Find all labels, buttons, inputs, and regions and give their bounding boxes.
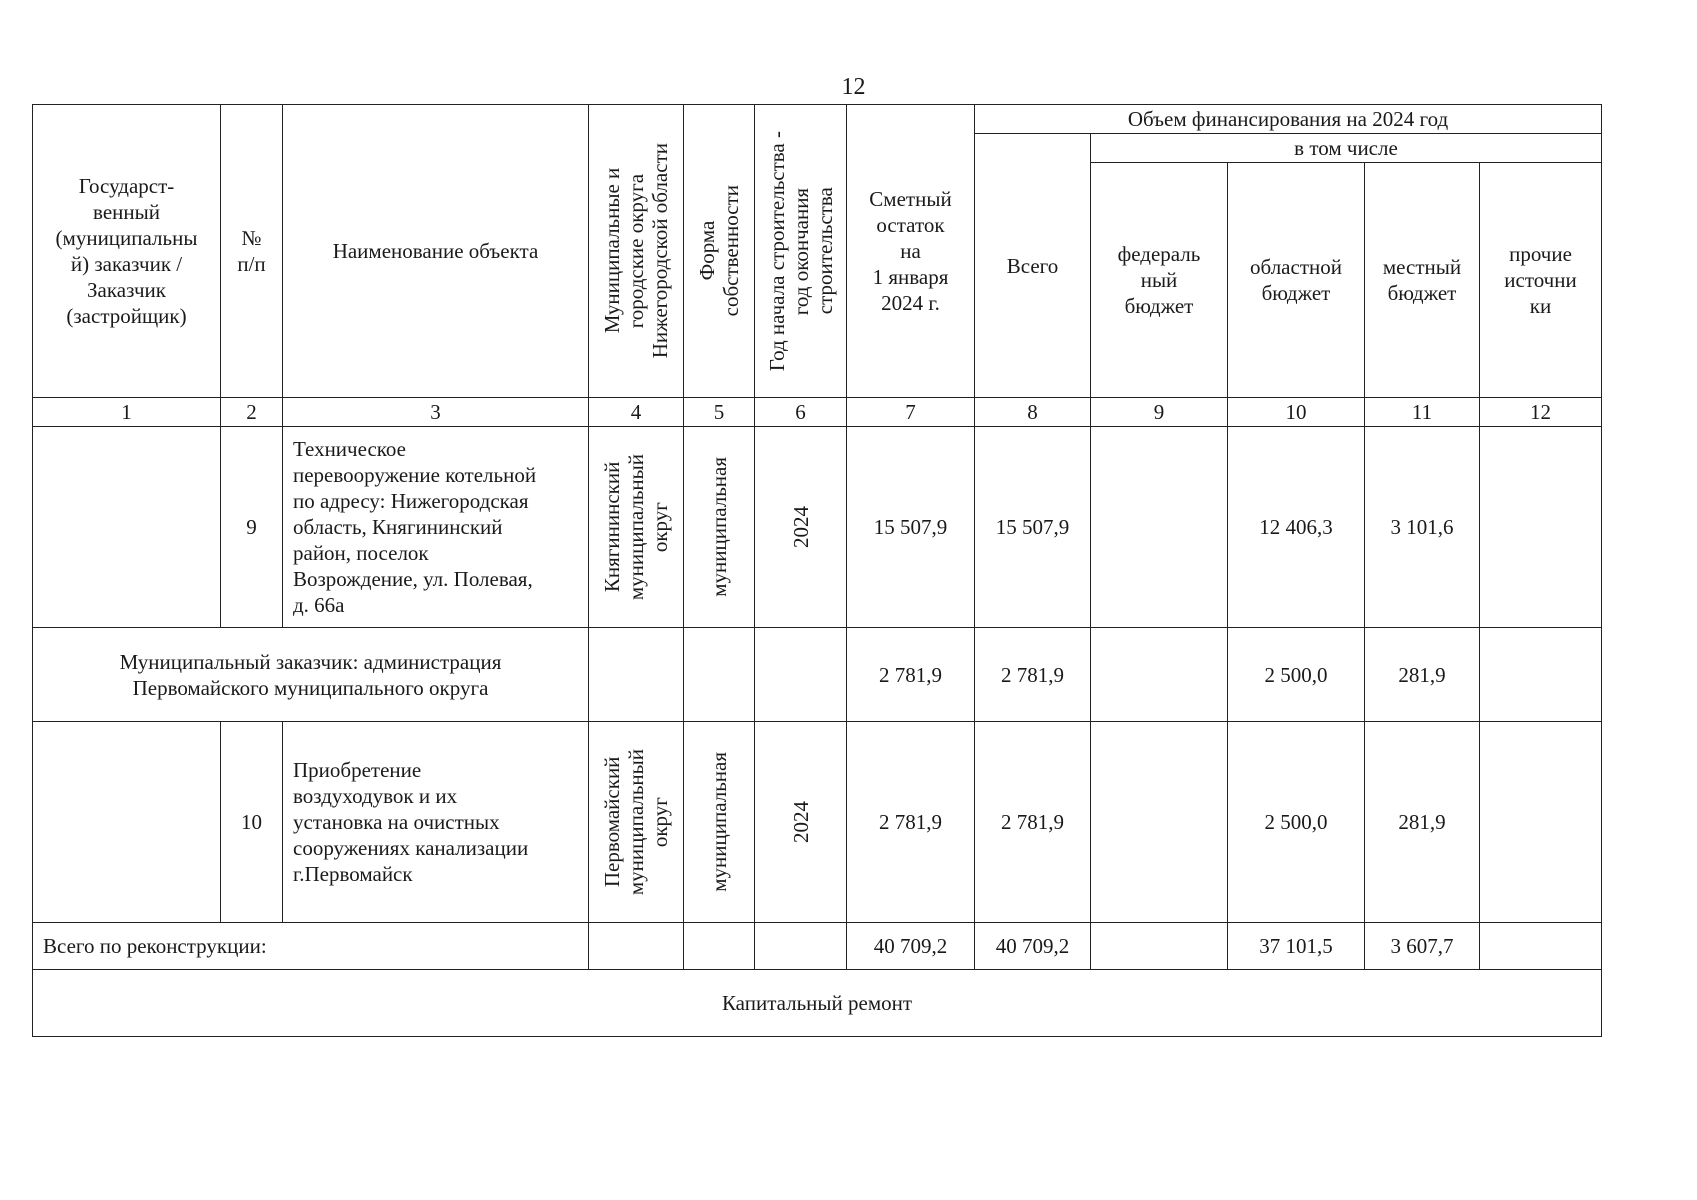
column-number-row <box>33 398 1602 427</box>
table-row-customer <box>33 628 1602 722</box>
cell-years-text: 2024 <box>788 801 813 843</box>
column-number: 12 <box>1480 398 1602 427</box>
header-total: Всего <box>975 134 1091 398</box>
column-number: 2 <box>221 398 283 427</box>
cell-total: 15 507,9 <box>975 427 1091 628</box>
header-number: № п/п <box>221 105 283 398</box>
cell-estimate: 15 507,9 <box>847 427 975 628</box>
cell-ownership <box>684 427 755 628</box>
cell-object-name: Техническое перевооружение котельной по адресу: Нижегородская область, Княгининский район, поселок Возрождение, ул. Полевая, д. 66а <box>283 427 589 628</box>
column-number: 4 <box>589 398 684 427</box>
cell-federal <box>1091 722 1228 923</box>
column-number: 9 <box>1091 398 1228 427</box>
cell-ownership <box>684 628 755 722</box>
column-number: 5 <box>684 398 755 427</box>
column-number: 10 <box>1228 398 1365 427</box>
header-local: местный бюджет <box>1365 163 1480 398</box>
column-number: 6 <box>755 398 847 427</box>
cell-regional: 37 101,5 <box>1228 923 1365 970</box>
table-row-object-10 <box>33 722 1602 923</box>
section-title: Капитальный ремонт <box>33 970 1602 1037</box>
cell-years <box>755 427 847 628</box>
cell-municipality <box>589 923 684 970</box>
table-row-object-9 <box>33 427 1602 628</box>
cell-other <box>1480 628 1602 722</box>
column-number: 8 <box>975 398 1091 427</box>
column-number: 1 <box>33 398 221 427</box>
cell-regional: 2 500,0 <box>1228 628 1365 722</box>
cell-municipality <box>589 722 684 923</box>
page-number: 12 <box>841 74 866 100</box>
header-ownership <box>684 105 755 398</box>
cell-regional: 2 500,0 <box>1228 722 1365 923</box>
cell-total: 40 709,2 <box>975 923 1091 970</box>
table-row-total <box>33 923 1602 970</box>
cell-federal <box>1091 628 1228 722</box>
header-including: в том числе <box>1091 134 1602 163</box>
cell-number: 10 <box>221 722 283 923</box>
header-estimate: Сметный остаток на 1 января 2024 г. <box>847 105 975 398</box>
cell-federal <box>1091 923 1228 970</box>
cell-other <box>1480 923 1602 970</box>
cell-ownership-text: муниципальная <box>707 457 731 597</box>
cell-years <box>755 923 847 970</box>
column-number: 3 <box>283 398 589 427</box>
cell-customer-label: Муниципальный заказчик: администрация Первомайского муниципального округа <box>33 628 589 722</box>
financing-table <box>32 104 1602 1037</box>
cell-estimate: 2 781,9 <box>847 722 975 923</box>
column-number: 7 <box>847 398 975 427</box>
table-row-section <box>33 970 1602 1037</box>
cell-municipality <box>589 628 684 722</box>
header-municipality <box>589 105 684 398</box>
header-customer: Государст- венный (муниципальны й) заказчик / Заказчик (застройщик) <box>33 105 221 398</box>
cell-years-text: 2024 <box>788 506 813 548</box>
header-municipality-text: Муниципальные и городские округа Нижегородской области <box>600 143 672 359</box>
cell-total-label: Всего по реконструкции: <box>33 923 589 970</box>
column-number: 11 <box>1365 398 1480 427</box>
header-regional: областной бюджет <box>1228 163 1365 398</box>
cell-ownership <box>684 722 755 923</box>
header-years <box>755 105 847 398</box>
cell-municipality-text: Первомайский муниципальный округ <box>600 748 672 896</box>
cell-local: 3 607,7 <box>1365 923 1480 970</box>
cell-federal <box>1091 427 1228 628</box>
cell-total: 2 781,9 <box>975 628 1091 722</box>
cell-other <box>1480 722 1602 923</box>
cell-local: 3 101,6 <box>1365 427 1480 628</box>
header-object-name: Наименование объекта <box>283 105 589 398</box>
cell-municipality <box>589 427 684 628</box>
header-years-text: Год начала строительства - год окончания строительства <box>764 130 837 372</box>
cell-years <box>755 722 847 923</box>
cell-municipality-text: Княгининский муниципальный округ <box>600 453 672 601</box>
header-ownership-text: Форма собственности <box>695 185 743 317</box>
header-funding-group: Объем финансирования на 2024 год <box>975 105 1602 134</box>
header-row-top <box>33 105 1602 134</box>
header-other: прочие источни ки <box>1480 163 1602 398</box>
cell-local: 281,9 <box>1365 722 1480 923</box>
cell-years <box>755 628 847 722</box>
cell-customer <box>33 722 221 923</box>
cell-ownership-text: муниципальная <box>707 752 731 892</box>
cell-number: 9 <box>221 427 283 628</box>
cell-customer <box>33 427 221 628</box>
cell-total: 2 781,9 <box>975 722 1091 923</box>
cell-other <box>1480 427 1602 628</box>
cell-estimate: 2 781,9 <box>847 628 975 722</box>
cell-ownership <box>684 923 755 970</box>
cell-local: 281,9 <box>1365 628 1480 722</box>
header-federal: федераль ный бюджет <box>1091 163 1228 398</box>
cell-regional: 12 406,3 <box>1228 427 1365 628</box>
cell-object-name: Приобретение воздуходувок и их установка на очистных сооружениях канализации г.Первомайск <box>283 722 589 923</box>
cell-estimate: 40 709,2 <box>847 923 975 970</box>
